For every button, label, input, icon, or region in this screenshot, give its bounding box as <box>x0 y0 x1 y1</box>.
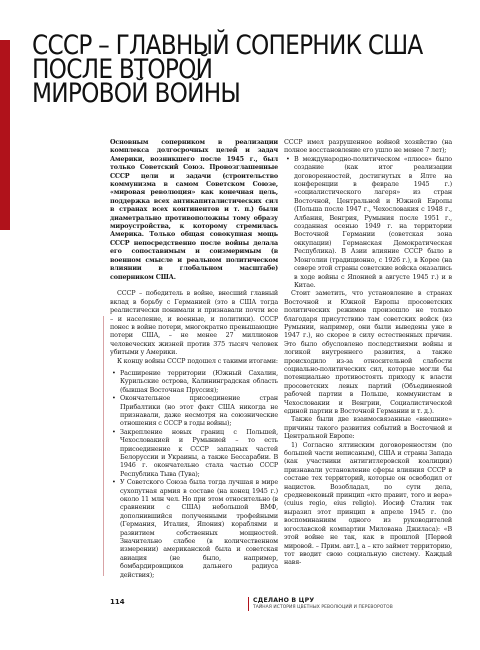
title-line-2: ПОСЛЕ ВТОРОЙ <box>32 54 213 85</box>
right-column <box>284 138 452 612</box>
left-column <box>110 138 278 578</box>
list-item: • У Советского Союза была тогда лучшая в мире сухопутная армия в составе (на конец 1945 г.) около 11 млн чел. Но при этом относительно (в сравнении с США) небольшой ВМФ, дополнившийся полученными трофейными (Германия, Италия, Япония) кораблями и развитием собственных мощностей. Значительно слабее (в количественном измерении) американской была и советская авиация (не было, например, бомбардировщиков дальнего радиуса действия); <box>110 478 278 578</box>
paragraph: 1) Согласно ялтинским договоренностям (по большей части неписаным), США и страны Запада (как участники антигитлеровской коалиции) признавали установление сферы влияния СССР в составе тех территорий, которые он освободил от нацистов. Возобладал, по сути дела, средневековый принцип «кто правит, того и вера» (cuius regio, eius religio). Иосиф Сталин так выразил этот принцип в апреле 1945 г. (по воспоминаниям одного из руководителей югославской компартии Милована Джиласа): «В этой войне не так, как в прошлой [Первой мировой. – Прим. авт.], а – кто займет территорию, тот вводит свою социальную систему. Каждый навя- <box>284 440 452 567</box>
paragraph: СССР имел разрушенное войной хозяйство (на полное восстановление его ушло не менее 7 лет); <box>284 138 452 155</box>
lead-paragraph: Основным соперником в реализации комплекса долгосрочных целей и задач Америки, возникшего после 1945 г., был только Советский Союз. Провозглашенные СССР цели и задачи (строительство коммунизма в самом Советском Союзе, «мировая революция» как конечная цель, поддержка всех антикапиталистических сил в странах всех континентов и т. п.) были диаметрально противоположны тому образу мироустройства, к которому стремилась Америка. Только общая совокупная мощь СССР непосредственно после войны делала его сопоставимым и соизмеримым (в военном смысле и реальном политическом влиянии в глобальном масштабе) соперником США. <box>110 138 278 281</box>
list-item: • Закрепление новых границ с Польшей, Чехословакией и Румынией – то есть присоединение к СССР западных частей Белоруссии и Украины, а также Бессарабии. В 1946 г. окончательно стала частью СССР Республика Тыва (Тува); <box>110 428 278 478</box>
paragraph: К концу войны СССР подошел с такими итогами: <box>117 356 278 365</box>
results-list <box>110 369 278 578</box>
accent-bar <box>0 40 10 230</box>
paragraph: Также были две взаимосвязанные «внешние» причины такого развития событий в Восточной и Центральной Европе: <box>284 415 452 441</box>
page-title <box>32 30 423 109</box>
footer-divider <box>248 597 249 611</box>
list-item: • В международно-политическом «плюсе» было создание (как итог реализации договоренностей, достигнутых в Ялте на конференции в феврале 1945 г.) «социалистического лагеря» из стран Восточной, Центральной и Южной Европы (Польша после 1947 г., Чехословакия с 1948 г., Албания, Венгрия, Румыния после 1951 г., созданная осенью 1949 г. на территории Восточной Германии (советская зона оккупации) Германская Демократическая Республика). В Азии влияние СССР было в Монголии (традиционно, с 1926 г.), в Корее (на севере этой страны советские войска оказались в ходе войны с Японией в августе 1945 г.) и в Китае. <box>284 155 452 290</box>
book-subtitle: ТАЙНАЯ ИСТОРИЯ ЦВЕТНЫХ РЕВОЛЮЦИЙ И ПЕРЕВОРОТОВ <box>253 605 393 610</box>
title-line-3: МИРОВОЙ ВОЙНЫ <box>32 78 241 109</box>
margin-rule <box>103 316 104 576</box>
paragraph: Стоит заметить, что установление в странах Восточной и Южной Европы просоветских политических режимов произошло не только благодаря присутствию там советских войск (из Румынии, например, они были выведены уже в 1947 г.), но скорее в силу естественных причин. Это было обусловлено последствиями войны и логикой внутреннего развития, а также происходило из-за относительной слабости социально-политических сил, которые могли бы потенциально противостоять приходу к власти просоветских левых партий (Объединенной рабочей партии в Польше, коммунистам в Чехословакии и Венгрии, Социалистической единой партии в Восточной Германии и т. д.). <box>284 289 452 415</box>
page-footer <box>110 597 440 613</box>
page-number: 114 <box>110 598 125 606</box>
title-line-1: СССР – ГЛАВНЫЙ СОПЕРНИК США <box>32 30 423 61</box>
paragraph: СССР – победитель в войне, внесший главный вклад в борьбу с Германией (это в США тогда реалистически понимали и признавали почти все – и население, и военные, и политики). СССР понес в войне потери, многократно превышающие потери США, – не менее 27 миллионов человеческих жизней против 375 тысяч человек убитыми у Америки. <box>110 289 278 357</box>
book-title: СДЕЛАНО В ЦРУ <box>253 597 315 604</box>
list-item: • Окончательное присоединение стран Прибалтики (но этот факт США никогда не признавали, даже несмотря на союзнические отношения с СССР в годы войны); <box>110 394 278 428</box>
list-item: • Расширение территории (Южный Сахалин, Курильские острова, Калининградская область (бывшая Восточная Пруссия); <box>110 369 278 394</box>
bullet-list <box>284 155 452 290</box>
